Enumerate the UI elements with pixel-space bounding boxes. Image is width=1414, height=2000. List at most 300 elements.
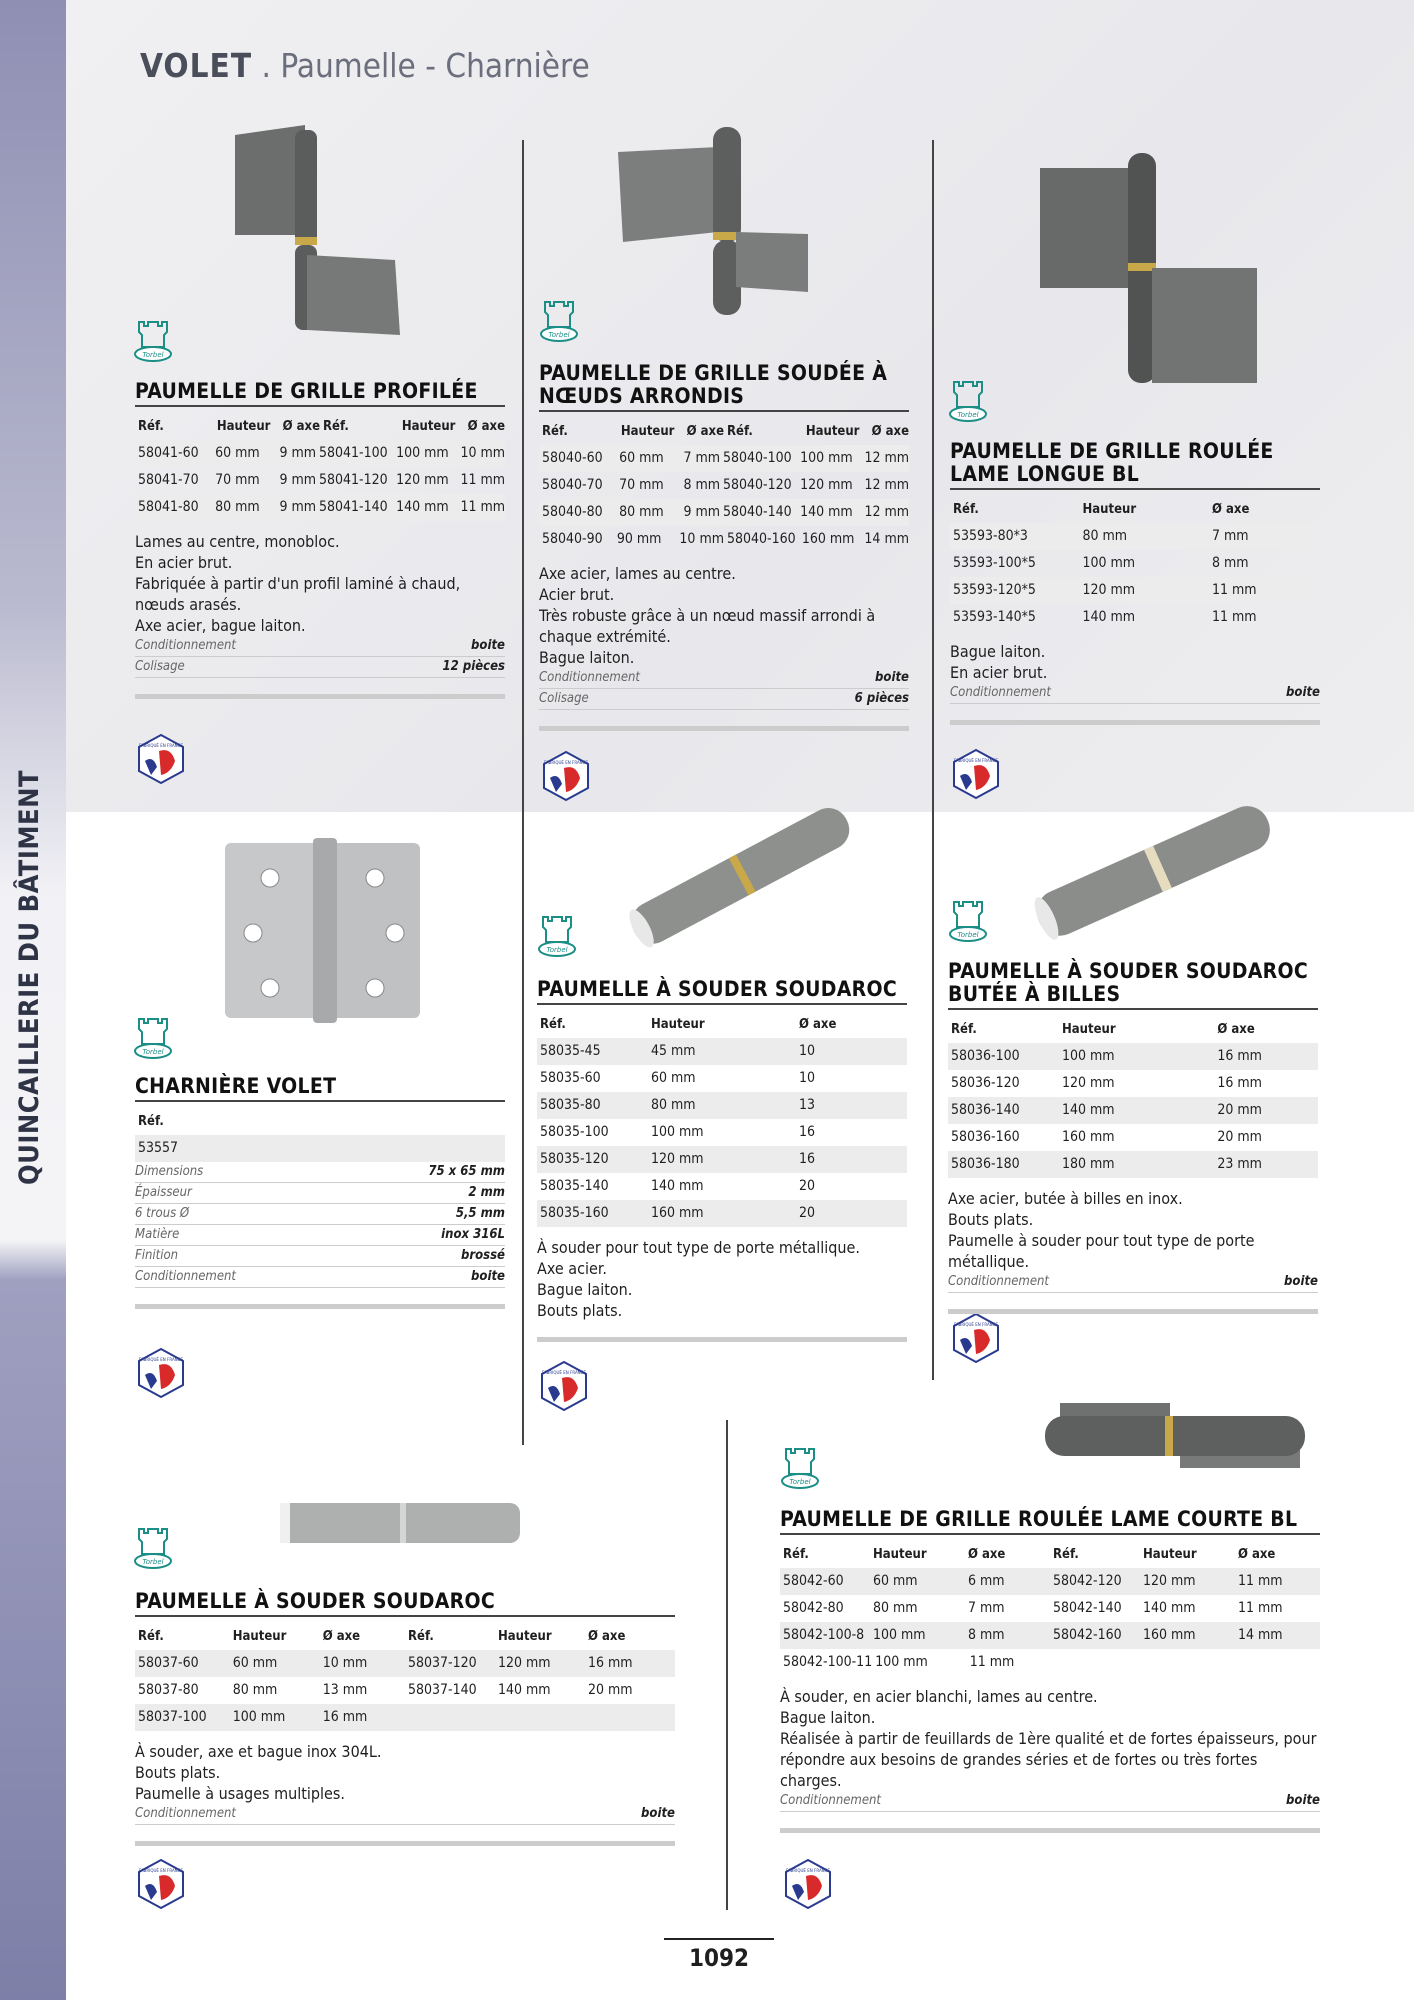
spec-value: boite xyxy=(641,1806,675,1821)
table-cell: 16 mm xyxy=(322,1709,368,1725)
description-line: Bague laiton. xyxy=(950,642,1046,661)
table-row xyxy=(950,523,1320,550)
table-cell: 16 xyxy=(799,1124,816,1140)
column-header: Ø axe xyxy=(467,419,505,434)
table-row xyxy=(948,1043,1318,1070)
table-cell: 58041-70 xyxy=(138,472,199,488)
badge-text: FABRIQUÉ EN FRANCE xyxy=(953,1322,999,1327)
table-cell: 9 mm xyxy=(279,472,316,488)
product-paumelle-profilee xyxy=(135,380,505,699)
table-cell: 140 mm xyxy=(1143,1600,1196,1616)
spec-label: Conditionnement xyxy=(135,1269,237,1284)
description xyxy=(948,1188,1318,1272)
column-header: Ø axe xyxy=(282,419,320,434)
table-cell: 11 mm xyxy=(1237,1600,1283,1616)
table-cell: 14 mm xyxy=(864,531,909,547)
column-header: Ø axe xyxy=(1237,1547,1276,1562)
table-cell: 140 mm xyxy=(800,504,853,520)
table-cell: 58042-100-8 xyxy=(783,1627,865,1643)
spec-row xyxy=(780,1791,1320,1812)
table-cell: 10 mm xyxy=(322,1655,368,1671)
table-cell: 180 mm xyxy=(1062,1156,1115,1172)
table-row xyxy=(135,467,505,494)
spec-row xyxy=(539,689,909,710)
table-cell: 58037-120 xyxy=(408,1655,477,1671)
table-cell: 13 xyxy=(799,1097,816,1113)
made-in-france-badge xyxy=(540,750,592,802)
table-header xyxy=(948,1016,1318,1043)
separator-bar xyxy=(135,1841,675,1846)
column-header: Ø axe xyxy=(588,1629,626,1644)
table-cell: 53557 xyxy=(138,1140,179,1156)
table-cell: 58037-140 xyxy=(408,1682,477,1698)
spec-value: 5,5 mm xyxy=(455,1206,505,1221)
torbel-text: Torbel xyxy=(957,931,979,939)
table-row xyxy=(780,1622,1320,1649)
table-cell: 120 mm xyxy=(498,1655,551,1671)
table-header xyxy=(135,1108,505,1135)
spec-label: Colisage xyxy=(539,691,589,706)
column-header: Ø axe xyxy=(799,1017,837,1032)
product-title: CHARNIÈRE VOLET xyxy=(135,1075,505,1102)
divider xyxy=(932,140,934,1380)
column-header: Ø axe xyxy=(967,1547,1006,1562)
table-cell: 8 mm xyxy=(683,477,720,493)
table-cell: 140 mm xyxy=(498,1682,551,1698)
table-cell: 140 mm xyxy=(1082,609,1136,625)
product-title: PAUMELLE DE GRILLE ROULÉE LAME LONGUE BL xyxy=(950,440,1320,490)
spec-row xyxy=(135,1267,505,1288)
table-row xyxy=(537,1200,907,1227)
spec-label: 6 trous Ø xyxy=(135,1206,190,1221)
sidebar xyxy=(0,0,66,2000)
table-cell: 7 mm xyxy=(683,450,720,466)
table-cell: 120 mm xyxy=(1082,582,1136,598)
column-header: Hauteur xyxy=(1143,1547,1197,1562)
table-cell: 160 mm xyxy=(801,531,855,547)
table-cell: 100 mm xyxy=(396,445,449,461)
spec-value: 75 x 65 mm xyxy=(428,1164,505,1179)
description-line: Fabriquée à partir d'un profil laminé à chaud, nœuds arasés. xyxy=(135,574,461,614)
table-cell: 160 mm xyxy=(651,1205,704,1221)
table-row xyxy=(948,1124,1318,1151)
column-header: Réf. xyxy=(138,1114,164,1129)
description xyxy=(135,1741,675,1804)
table-cell: 58042-160 xyxy=(1053,1627,1122,1643)
table-row xyxy=(135,494,505,521)
table-cell: 58036-140 xyxy=(951,1102,1020,1118)
table-header xyxy=(780,1541,1320,1568)
column-header: Réf. xyxy=(727,424,753,439)
table-cell: 80 mm xyxy=(232,1682,278,1698)
torbel-text: Torbel xyxy=(548,331,570,339)
table-cell: 58041-80 xyxy=(138,499,199,515)
column-header: Réf. xyxy=(951,1022,977,1037)
table-row xyxy=(950,577,1320,604)
column-header: Réf. xyxy=(1053,1547,1079,1562)
table-cell: 58041-120 xyxy=(319,472,388,488)
spec-value: boite xyxy=(1284,1274,1318,1289)
spec-label: Conditionnement xyxy=(135,638,237,653)
column-header: Hauteur xyxy=(620,424,675,439)
badge-text: FABRIQUÉ EN FRANCE xyxy=(138,743,184,748)
table-cell: 20 mm xyxy=(1217,1129,1262,1145)
spec-label: Conditionnement xyxy=(780,1793,882,1808)
table-cell: 20 mm xyxy=(588,1682,633,1698)
table-cell: 58042-80 xyxy=(783,1600,844,1616)
spec-table xyxy=(537,1011,907,1227)
section-label: QUINCAILLERIE DU BÂTIMENT xyxy=(14,769,45,1185)
table-cell: 58041-140 xyxy=(319,499,388,515)
spec-label: Finition xyxy=(135,1248,179,1263)
table-cell: 58042-60 xyxy=(783,1573,844,1589)
spec-label: Dimensions xyxy=(135,1164,204,1179)
column-header: Ø axe xyxy=(686,424,724,439)
torbel-logo xyxy=(133,1525,173,1571)
table-cell: 8 mm xyxy=(1212,555,1249,571)
table-cell: 9 mm xyxy=(279,445,316,461)
table-header xyxy=(950,496,1320,523)
table-row xyxy=(780,1568,1320,1595)
page-title: VOLET . Paumelle - Charnière xyxy=(140,46,590,85)
column-header: Réf. xyxy=(953,502,979,517)
table-row xyxy=(539,472,909,499)
spec-value: boite xyxy=(1286,685,1320,700)
table-row xyxy=(135,1704,675,1731)
table-cell: 58036-180 xyxy=(951,1156,1020,1172)
table-cell: 11 mm xyxy=(1212,582,1257,598)
table-cell: 100 mm xyxy=(800,450,853,466)
column-header: Hauteur xyxy=(232,1629,287,1644)
description-line: Paumelle à usages multiples. xyxy=(135,1784,345,1803)
product-lame-courte xyxy=(780,1508,1320,1833)
table-cell: 58035-140 xyxy=(540,1178,609,1194)
description-line: Bague laiton. xyxy=(537,1280,633,1299)
table-cell: 58040-70 xyxy=(542,477,603,493)
spec-label: Colisage xyxy=(135,659,185,674)
torbel-logo xyxy=(133,318,173,364)
product-soudaroc-inox xyxy=(135,1590,675,1846)
spec-row xyxy=(948,1272,1318,1293)
column-header: Hauteur xyxy=(498,1629,552,1644)
description-line: Bouts plats. xyxy=(537,1301,623,1320)
separator-bar xyxy=(950,720,1320,725)
column-header: Ø axe xyxy=(871,424,909,439)
spec-value: boite xyxy=(1286,1793,1320,1808)
table-cell: 100 mm xyxy=(875,1654,928,1670)
soudaroc-photo xyxy=(610,800,870,950)
description-line: Bouts plats. xyxy=(135,1763,221,1782)
column-header: Hauteur xyxy=(651,1017,705,1032)
made-in-france-badge xyxy=(950,1312,1002,1364)
table-cell: 23 mm xyxy=(1217,1156,1262,1172)
torbel-logo xyxy=(133,1015,173,1061)
description-line: Bouts plats. xyxy=(948,1210,1034,1229)
table-row xyxy=(135,1135,505,1162)
description-line: À souder pour tout type de porte métallique. xyxy=(537,1238,860,1257)
table-cell: 60 mm xyxy=(651,1070,696,1086)
table-header xyxy=(135,1623,675,1650)
description-line: Bague laiton. xyxy=(780,1708,876,1727)
table-cell: 20 xyxy=(799,1178,816,1194)
table-cell: 140 mm xyxy=(1062,1102,1115,1118)
spec-row xyxy=(135,1204,505,1225)
spec-row xyxy=(135,636,505,657)
divider xyxy=(522,140,524,1445)
badge-text: FABRIQUÉ EN FRANCE xyxy=(138,1868,184,1873)
table-cell: 58040-100 xyxy=(723,450,792,466)
description xyxy=(135,531,505,636)
table-row xyxy=(780,1649,1320,1676)
table-cell: 58036-100 xyxy=(951,1048,1020,1064)
subtitle: Paumelle - Charnière xyxy=(280,46,590,85)
spec-table xyxy=(780,1541,1320,1676)
table-cell: 10 mm xyxy=(679,531,724,547)
separator-bar xyxy=(948,1309,1318,1314)
table-row xyxy=(537,1173,907,1200)
spec-row xyxy=(135,1225,505,1246)
product-title: PAUMELLE À SOUDER SOUDAROC BUTÉE À BILLES xyxy=(948,960,1318,1010)
made-in-france-badge xyxy=(135,1347,187,1399)
table-cell: 100 mm xyxy=(1082,555,1136,571)
table-cell: 10 mm xyxy=(460,445,506,461)
soudaroc-inox-photo xyxy=(275,1498,525,1548)
table-cell: 58040-120 xyxy=(723,477,792,493)
column-header: Ø axe xyxy=(1217,1022,1255,1037)
table-cell: 58042-140 xyxy=(1053,1600,1122,1616)
column-header: Réf. xyxy=(138,419,164,434)
description-line: En acier brut. xyxy=(950,663,1048,682)
separator-bar xyxy=(780,1828,1320,1833)
table-cell: 20 mm xyxy=(1217,1102,1262,1118)
description-line: Axe acier. xyxy=(537,1259,607,1278)
description-line: Axe acier, bague laiton. xyxy=(135,616,306,635)
table-cell: 58040-90 xyxy=(542,531,603,547)
table-cell: 13 mm xyxy=(322,1682,368,1698)
table-row xyxy=(948,1070,1318,1097)
table-header xyxy=(537,1011,907,1038)
table-row xyxy=(537,1146,907,1173)
table-row xyxy=(537,1092,907,1119)
spec-row xyxy=(950,683,1320,704)
table-cell: 120 mm xyxy=(1143,1573,1196,1589)
torbel-logo xyxy=(948,378,988,424)
table-cell: 80 mm xyxy=(215,499,260,515)
spec-row xyxy=(135,1183,505,1204)
divider xyxy=(726,1420,728,1910)
table-cell: 58035-100 xyxy=(540,1124,609,1140)
product-paumelle-soudee xyxy=(539,362,909,731)
description xyxy=(950,641,1320,683)
table-row xyxy=(537,1119,907,1146)
table-cell: 120 mm xyxy=(1062,1075,1115,1091)
product-title: PAUMELLE À SOUDER SOUDAROC xyxy=(537,978,907,1005)
product-soudaroc-butee xyxy=(948,960,1318,1314)
torbel-logo xyxy=(537,913,577,959)
table-cell: 120 mm xyxy=(651,1151,704,1167)
table-cell: 70 mm xyxy=(619,477,664,493)
table-row xyxy=(135,440,505,467)
table-cell: 58035-160 xyxy=(540,1205,609,1221)
table-cell: 80 mm xyxy=(1082,528,1128,544)
product-title: PAUMELLE DE GRILLE PROFILÉE xyxy=(135,380,505,407)
column-header: Hauteur xyxy=(1062,1022,1116,1037)
table-cell: 58040-60 xyxy=(542,450,603,466)
column-header: Hauteur xyxy=(216,419,271,434)
table-cell: 11 mm xyxy=(969,1654,1015,1670)
spec-value: 2 mm xyxy=(468,1185,505,1200)
table-cell: 140 mm xyxy=(396,499,449,515)
table-cell: 80 mm xyxy=(651,1097,696,1113)
table-cell: 7 mm xyxy=(1212,528,1249,544)
spec-table xyxy=(135,1108,505,1162)
table-cell: 58040-80 xyxy=(542,504,603,520)
torbel-logo xyxy=(780,1445,820,1491)
table-row xyxy=(948,1151,1318,1178)
description-line: Axe acier, lames au centre. xyxy=(539,564,736,583)
made-in-france-badge xyxy=(135,733,187,785)
hinge-soudee-photo xyxy=(618,122,818,322)
spec-table xyxy=(539,418,909,553)
table-cell: 58035-120 xyxy=(540,1151,609,1167)
table-cell: 53593-80*3 xyxy=(953,528,1028,544)
lame-courte-photo xyxy=(1040,1398,1310,1473)
table-row xyxy=(780,1595,1320,1622)
description-line: À souder, en acier blanchi, lames au centre. xyxy=(780,1687,1098,1706)
table-cell: 60 mm xyxy=(619,450,664,466)
table-cell: 140 mm xyxy=(651,1178,704,1194)
table-cell: 11 mm xyxy=(1212,609,1257,625)
badge-text: FABRIQUÉ EN FRANCE xyxy=(953,758,999,763)
table-cell: 58041-60 xyxy=(138,445,199,461)
table-cell: 120 mm xyxy=(800,477,853,493)
torbel-text: Torbel xyxy=(142,1048,164,1056)
spec-row xyxy=(135,1246,505,1267)
torbel-text: Torbel xyxy=(546,946,568,954)
description-line: Axe acier, butée à billes en inox. xyxy=(948,1189,1183,1208)
spec-table xyxy=(950,496,1320,631)
column-header: Ø axe xyxy=(1212,502,1250,517)
table-row xyxy=(950,604,1320,631)
table-cell: 90 mm xyxy=(616,531,662,547)
spec-row xyxy=(135,1804,675,1825)
description xyxy=(537,1237,907,1321)
spec-table xyxy=(135,413,505,521)
spec-table xyxy=(135,1623,675,1731)
table-cell: 16 mm xyxy=(1217,1048,1262,1064)
description-line: Réalisée à partir de feuillards de 1ère qualité et de fortes épaisseurs, pour répondre aux besoins de grandes séries et de fortes ou très fortes charges. xyxy=(780,1729,1317,1790)
table-row xyxy=(948,1097,1318,1124)
table-cell: 20 xyxy=(799,1205,816,1221)
spec-value: inox 316L xyxy=(441,1227,505,1242)
table-row xyxy=(539,526,909,553)
table-cell: 100 mm xyxy=(1062,1048,1115,1064)
table-cell: 58040-140 xyxy=(723,504,792,520)
description-line: À souder, axe et bague inox 304L. xyxy=(135,1742,382,1761)
table-cell: 58035-45 xyxy=(540,1043,601,1059)
product-title: PAUMELLE DE GRILLE ROULÉE LAME COURTE BL xyxy=(780,1508,1320,1535)
table-cell: 80 mm xyxy=(873,1600,918,1616)
table-cell: 58042-100-11 xyxy=(783,1654,873,1670)
table-cell: 16 mm xyxy=(588,1655,633,1671)
description-line: Paumelle à souder pour tout type de porte métallique. xyxy=(948,1231,1255,1271)
table-cell: 14 mm xyxy=(1237,1627,1283,1643)
table-cell: 53593-140*5 xyxy=(953,609,1036,625)
table-cell: 10 xyxy=(799,1043,816,1059)
table-cell: 60 mm xyxy=(873,1573,918,1589)
table-row xyxy=(135,1650,675,1677)
table-cell: 58040-160 xyxy=(727,531,796,547)
table-cell: 16 mm xyxy=(1217,1075,1262,1091)
column-header: Réf. xyxy=(783,1547,809,1562)
table-cell: 120 mm xyxy=(396,472,449,488)
spec-value: 6 pièces xyxy=(854,691,909,706)
table-cell: 100 mm xyxy=(873,1627,926,1643)
torbel-text: Torbel xyxy=(142,1558,164,1566)
table-cell: 16 xyxy=(799,1151,816,1167)
table-cell: 58042-120 xyxy=(1053,1573,1122,1589)
table-row xyxy=(537,1038,907,1065)
column-header: Hauteur xyxy=(805,424,860,439)
description-line: Bague laiton. xyxy=(539,648,635,667)
description-line: Lames au centre, monobloc. xyxy=(135,532,340,551)
spec-value: boite xyxy=(471,638,505,653)
badge-text: FABRIQUÉ EN FRANCE xyxy=(543,760,589,765)
spec-label: Conditionnement xyxy=(539,670,641,685)
hinge-lame-longue-photo xyxy=(1040,148,1260,388)
badge-text: FABRIQUÉ EN FRANCE xyxy=(541,1370,587,1375)
made-in-france-badge xyxy=(538,1360,590,1412)
table-cell: 100 mm xyxy=(232,1709,286,1725)
spec-value: 12 pièces xyxy=(442,659,505,674)
table-row xyxy=(537,1065,907,1092)
separator-bar xyxy=(537,1337,907,1342)
torbel-logo xyxy=(539,298,579,344)
column-header: Hauteur xyxy=(1082,502,1137,517)
table-cell: 12 mm xyxy=(864,477,910,493)
product-charniere-volet xyxy=(135,1075,505,1309)
table-cell: 11 mm xyxy=(460,499,506,515)
spec-label: Conditionnement xyxy=(950,685,1052,700)
table-cell: 12 mm xyxy=(864,450,910,466)
table-cell: 53593-100*5 xyxy=(953,555,1036,571)
table-cell: 8 mm xyxy=(967,1627,1005,1643)
table-cell: 60 mm xyxy=(232,1655,278,1671)
column-header: Hauteur xyxy=(401,419,456,434)
table-cell: 58035-80 xyxy=(540,1097,601,1113)
spec-label: Épaisseur xyxy=(135,1185,192,1200)
table-row xyxy=(539,499,909,526)
column-header: Réf. xyxy=(542,424,568,439)
table-cell: 12 mm xyxy=(864,504,910,520)
product-soudaroc xyxy=(537,978,907,1342)
table-cell: 58037-60 xyxy=(138,1655,199,1671)
table-cell: 6 mm xyxy=(967,1573,1005,1589)
table-cell: 10 xyxy=(799,1070,816,1086)
table-cell: 9 mm xyxy=(279,499,316,515)
table-header xyxy=(539,418,909,445)
column-header: Ø axe xyxy=(322,1629,361,1644)
spec-value: boite xyxy=(471,1269,505,1284)
description xyxy=(539,563,909,668)
column-header: Réf. xyxy=(540,1017,566,1032)
column-header: Réf. xyxy=(323,419,349,434)
badge-text: FABRIQUÉ EN FRANCE xyxy=(785,1868,831,1873)
spec-table xyxy=(948,1016,1318,1178)
badge-text: FABRIQUÉ EN FRANCE xyxy=(138,1357,184,1362)
table-cell: 11 mm xyxy=(1237,1573,1283,1589)
column-header: Réf. xyxy=(138,1629,164,1644)
